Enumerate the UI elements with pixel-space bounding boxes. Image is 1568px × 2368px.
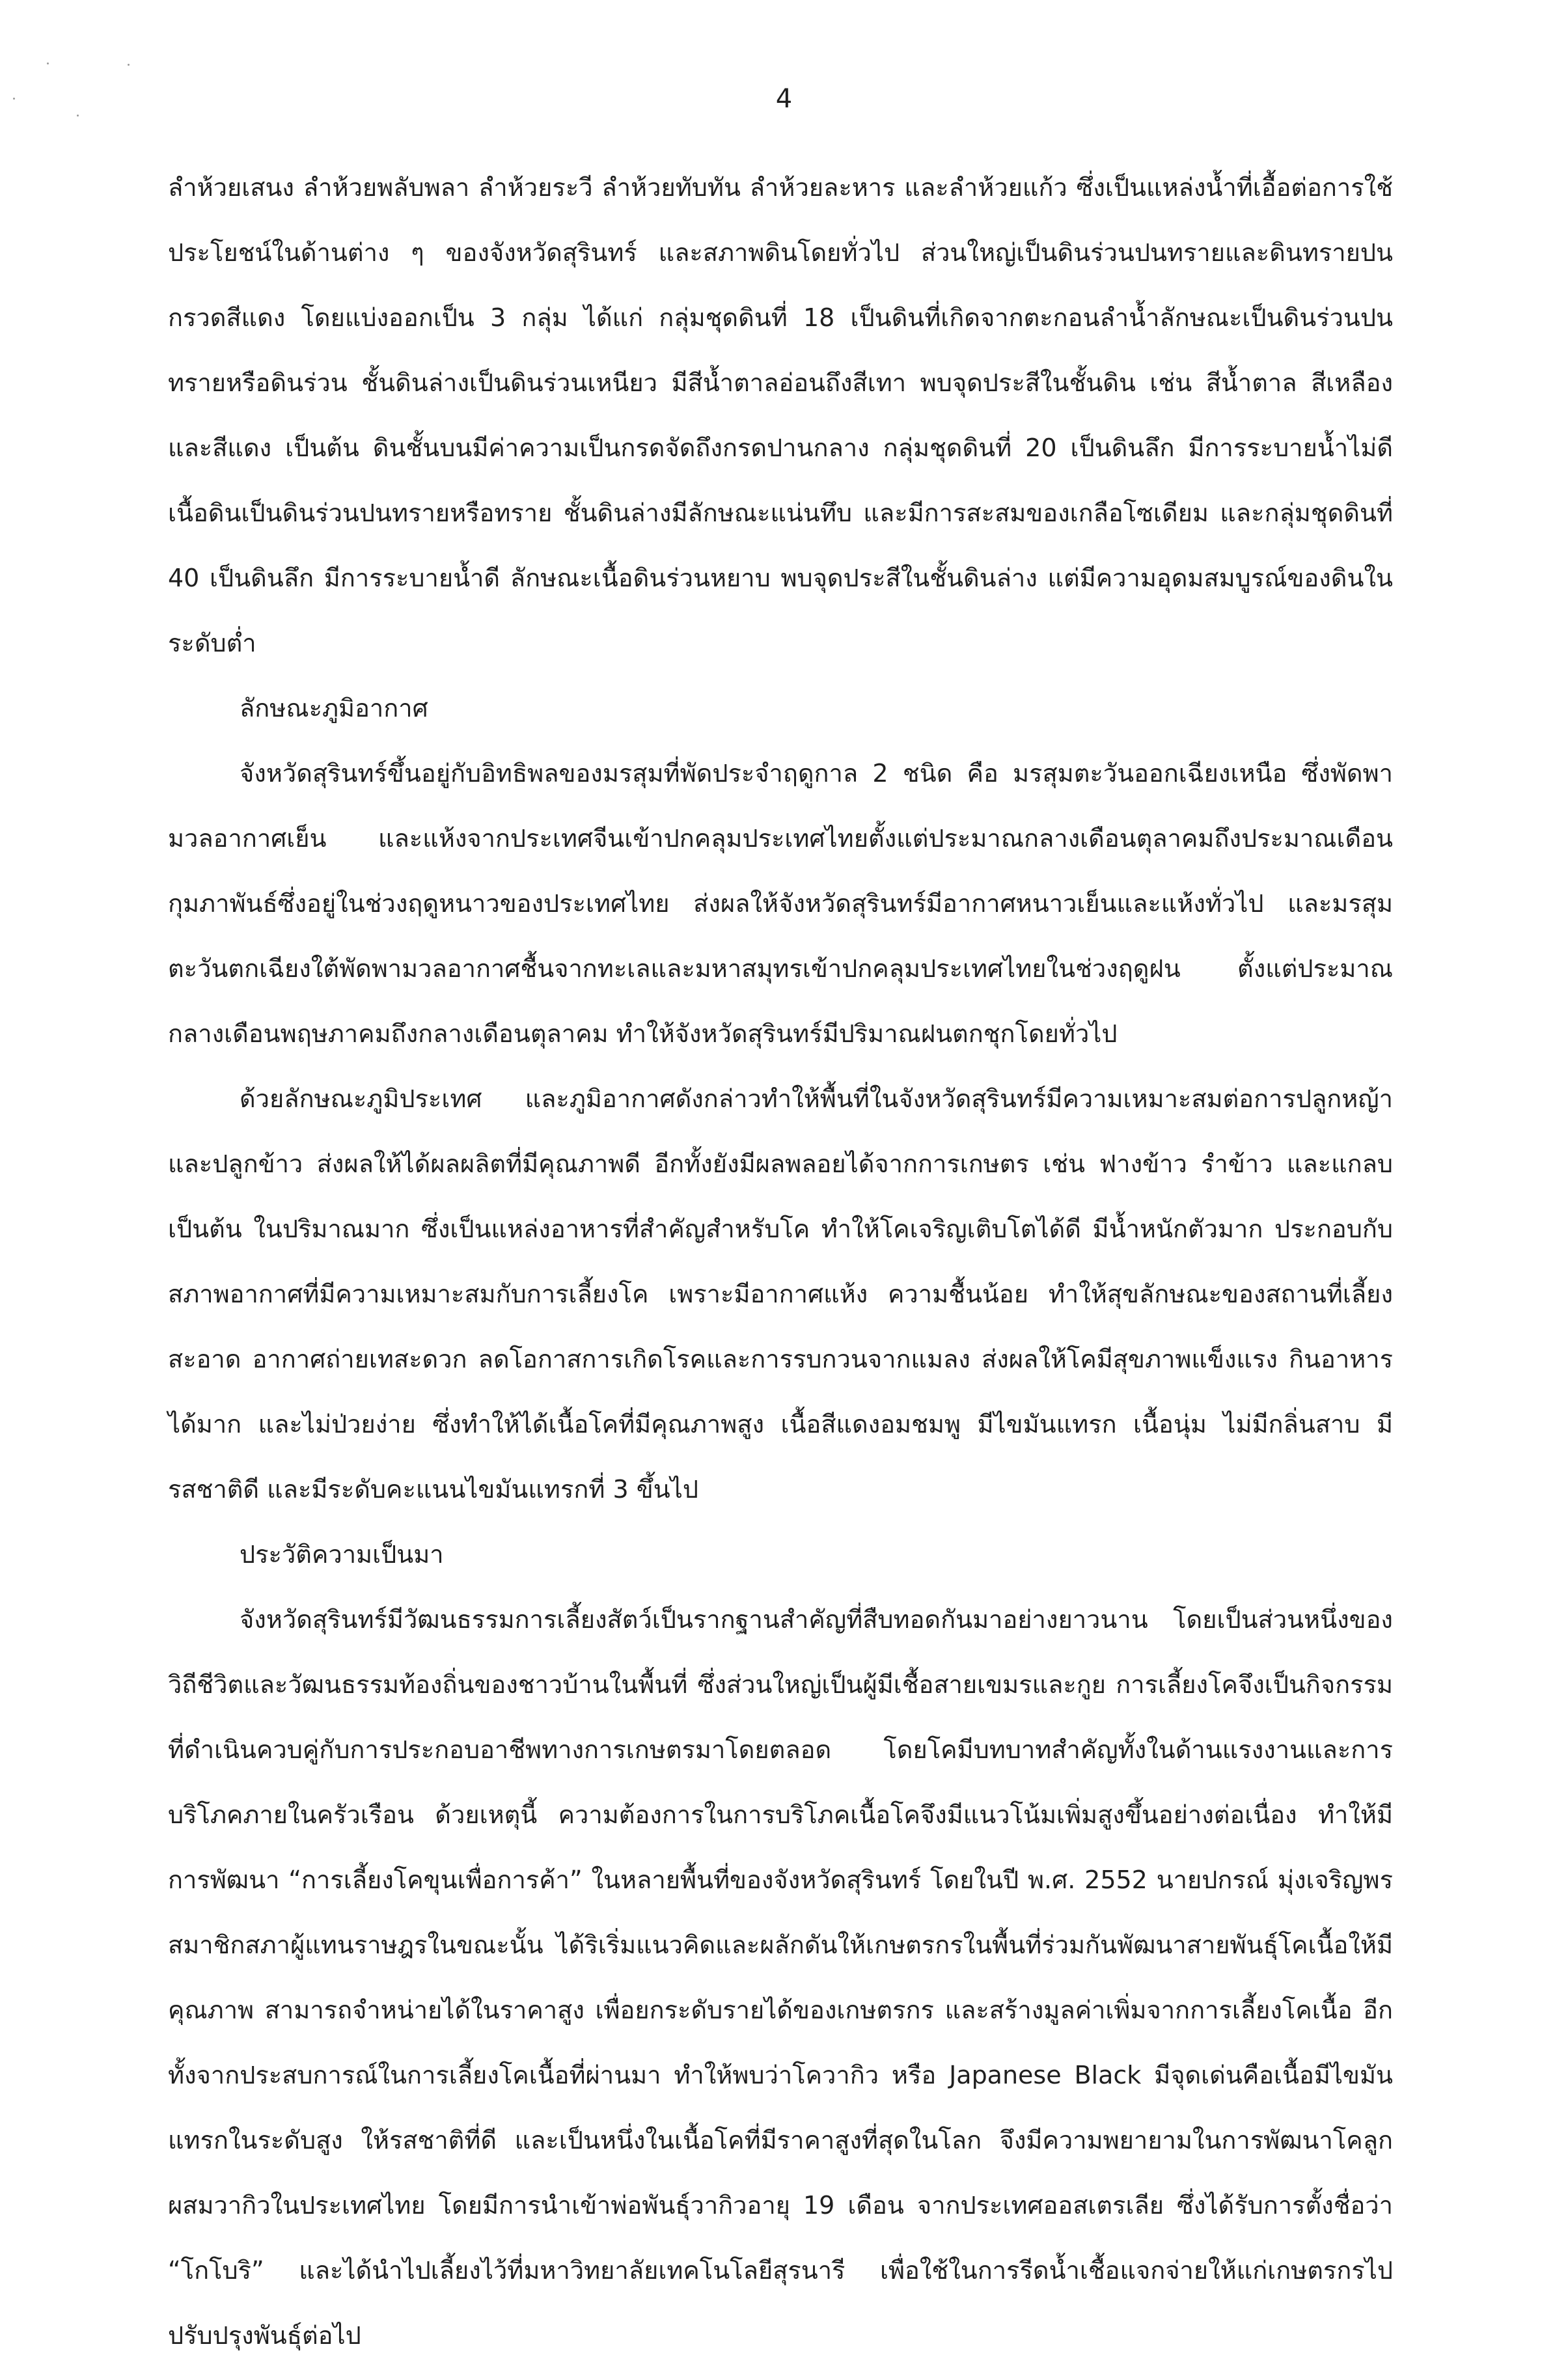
scan-speck: [47, 62, 49, 64]
paragraph-soil: ลำห้วยเสนง ลำห้วยพลับพลา ลำห้วยระวี ลำห้วยทับทัน ลำห้วยละหาร และลำห้วยแก้ว ซึ่งเป็นแหล่งน้ำที่เอื้อต่อการใช้ประโยชน์ในด้านต่าง ๆ ของจังหวัดสุรินทร์ และสภาพดินโดยทั่วไป ส่วนใหญ่เป็นดินร่วนปนทรายและดินทรายปนกรวดสีแดง โดยแบ่งออกเป็น 3 กลุ่ม ได้แก่ กลุ่มชุดดินที่ 18 เป็นดินที่เกิดจากตะกอนลำน้ำลักษณะเป็นดินร่วนปนทรายหรือดินร่วน ชั้นดินล่างเป็นดินร่วนเหนียว มีสีน้ำตาลอ่อนถึงสีเทา พบจุดประสีในชั้นดิน เช่น สีน้ำตาล สีเหลือง และสีแดง เป็นต้น ดินชั้นบนมีค่าความเป็นกรดจัดถึงกรดปานกลาง กลุ่มชุดดินที่ 20 เป็นดินลึก มีการระบายน้ำไม่ดี เนื้อดินเป็นดินร่วนปนทรายหรือทราย ชั้นดินล่างมีลักษณะแน่นทึบ และมีการสะสมของเกลือโซเดียม และกลุ่มชุดดินที่ 40 เป็นดินลึก มีการระบายน้ำดี ลักษณะเนื้อดินร่วนหยาบ พบจุดประสีในชั้นดินล่าง แต่มีความอุดมสมบูรณ์ของดินในระดับต่ำ: [168, 173, 1393, 657]
heading-history: ประวัติความเป็นมา: [240, 1540, 444, 1569]
paragraph-climate: จังหวัดสุรินทร์ขึ้นอยู่กับอิทธิพลของมรสุมที่พัดประจำฤดูกาล 2 ชนิด คือ มรสุมตะวันออกเฉียงเหนือ ซึ่งพัดพามวลอากาศเย็น และแห้งจากประเทศจีนเข้าปกคลุมประเทศไทยตั้งแต่ประมาณกลางเดือนตุลาคมถึงประมาณเดือนกุมภาพันธ์ซึ่งอยู่ในช่วงฤดูหนาวของประเทศไทย ส่งผลให้จังหวัดสุรินทร์มีอากาศหนาวเย็นและแห้งทั่วไป และมรสุมตะวันตกเฉียงใต้พัดพามวลอากาศชื้นจากทะเลและมหาสมุทรเข้าปกคลุมประเทศไทยในช่วงฤดูฝน ตั้งแต่ประมาณกลางเดือนพฤษภาคมถึงกลางเดือนตุลาคม ทำให้จังหวัดสุรินทร์มีปริมาณฝนตกชุกโดยทั่วไป: [168, 759, 1393, 1048]
scan-speck: [77, 115, 79, 117]
paragraph-suitability: ด้วยลักษณะภูมิประเทศ และภูมิอากาศดังกล่าวทำให้พื้นที่ในจังหวัดสุรินทร์มีความเหมาะสมต่อการปลูกหญ้าและปลูกข้าว ส่งผลให้ได้ผลผลิตที่มีคุณภาพดี อีกทั้งยังมีผลพลอยได้จากการเกษตร เช่น ฟางข้าว รำข้าว และแกลบ เป็นต้น ในปริมาณมาก ซึ่งเป็นแหล่งอาหารที่สำคัญสำหรับโค ทำให้โคเจริญเติบโตได้ดี มีน้ำหนักตัวมาก ประกอบกับสภาพอากาศที่มีความเหมาะสมกับการเลี้ยงโค เพราะมีอากาศแห้ง ความชื้นน้อย ทำให้สุขลักษณะของสถานที่เลี้ยงสะอาด อากาศถ่ายเทสะดวก ลดโอกาสการเกิดโรคและการรบกวนจากแมลง ส่งผลให้โคมีสุขภาพแข็งแรง กินอาหารได้มาก และไม่ป่วยง่าย ซึ่งทำให้ได้เนื้อโคที่มีคุณภาพสูง เนื้อสีแดงอมชมพู มีไขมันแทรก เนื้อนุ่ม ไม่มีกลิ่นสาบ มีรสชาติดี และมีระดับคะแนนไขมันแทรกที่ 3 ขึ้นไป: [168, 1084, 1393, 1504]
page-number: 4: [775, 84, 793, 114]
document-body: [168, 155, 1393, 2368]
heading-climate: ลักษณะภูมิอากาศ: [240, 694, 428, 723]
paragraph-history: จังหวัดสุรินทร์มีวัฒนธรรมการเลี้ยงสัตว์เป็นรากฐานสำคัญที่สืบทอดกันมาอย่างยาวนาน โดยเป็นส่วนหนึ่งของวิถีชีวิตและวัฒนธรรมท้องถิ่นของชาวบ้านในพื้นที่ ซึ่งส่วนใหญ่เป็นผู้มีเชื้อสายเขมรและกูย การเลี้ยงโคจึงเป็นกิจกรรมที่ดำเนินควบคู่กับการประกอบอาชีพทางการเกษตรมาโดยตลอด โดยโคมีบทบาทสำคัญทั้งในด้านแรงงานและการบริโภคภายในครัวเรือน ด้วยเหตุนี้ ความต้องการในการบริโภคเนื้อโคจึงมีแนวโน้มเพิ่มสูงขึ้นอย่างต่อเนื่อง ทำให้มีการพัฒนา “การเลี้ยงโคขุนเพื่อการค้า” ในหลายพื้นที่ของจังหวัดสุรินทร์ โดยในปี พ.ศ. 2552 นายปกรณ์ มุ่งเจริญพร สมาชิกสภาผู้แทนราษฎรในขณะนั้น ได้ริเริ่มแนวคิดและผลักดันให้เกษตรกรในพื้นที่ร่วมกันพัฒนาสายพันธุ์โคเนื้อให้มีคุณภาพ สามารถจำหน่ายได้ในราคาสูง เพื่อยกระดับรายได้ของเกษตรกร และสร้างมูลค่าเพิ่มจากการเลี้ยงโคเนื้อ อีกทั้งจากประสบการณ์ในการเลี้ยงโคเนื้อที่ผ่านมา ทำให้พบว่าโควากิว หรือ Japanese Black มีจุดเด่นคือเนื้อมีไขมันแทรกในระดับสูง ให้รสชาติที่ดี และเป็นหนึ่งในเนื้อโคที่มีราคาสูงที่สุดในโลก จึงมีความพยายามในการพัฒนาโคลูกผสมวากิวในประเทศไทย โดยมีการนำเข้าพ่อพันธุ์วากิวอายุ 19 เดือน จากประเทศออสเตรเลีย ซึ่งได้รับการตั้งชื่อว่า “โกโบริ” และได้นำไปเลี้ยงไว้ที่มหาวิทยาลัยเทคโนโลยีสุรนารี เพื่อใช้ในการรีดน้ำเชื้อแจกจ่ายให้แก่เกษตรกรไปปรับปรุงพันธุ์ต่อไป: [168, 1605, 1393, 2350]
scan-speck: [128, 64, 130, 66]
